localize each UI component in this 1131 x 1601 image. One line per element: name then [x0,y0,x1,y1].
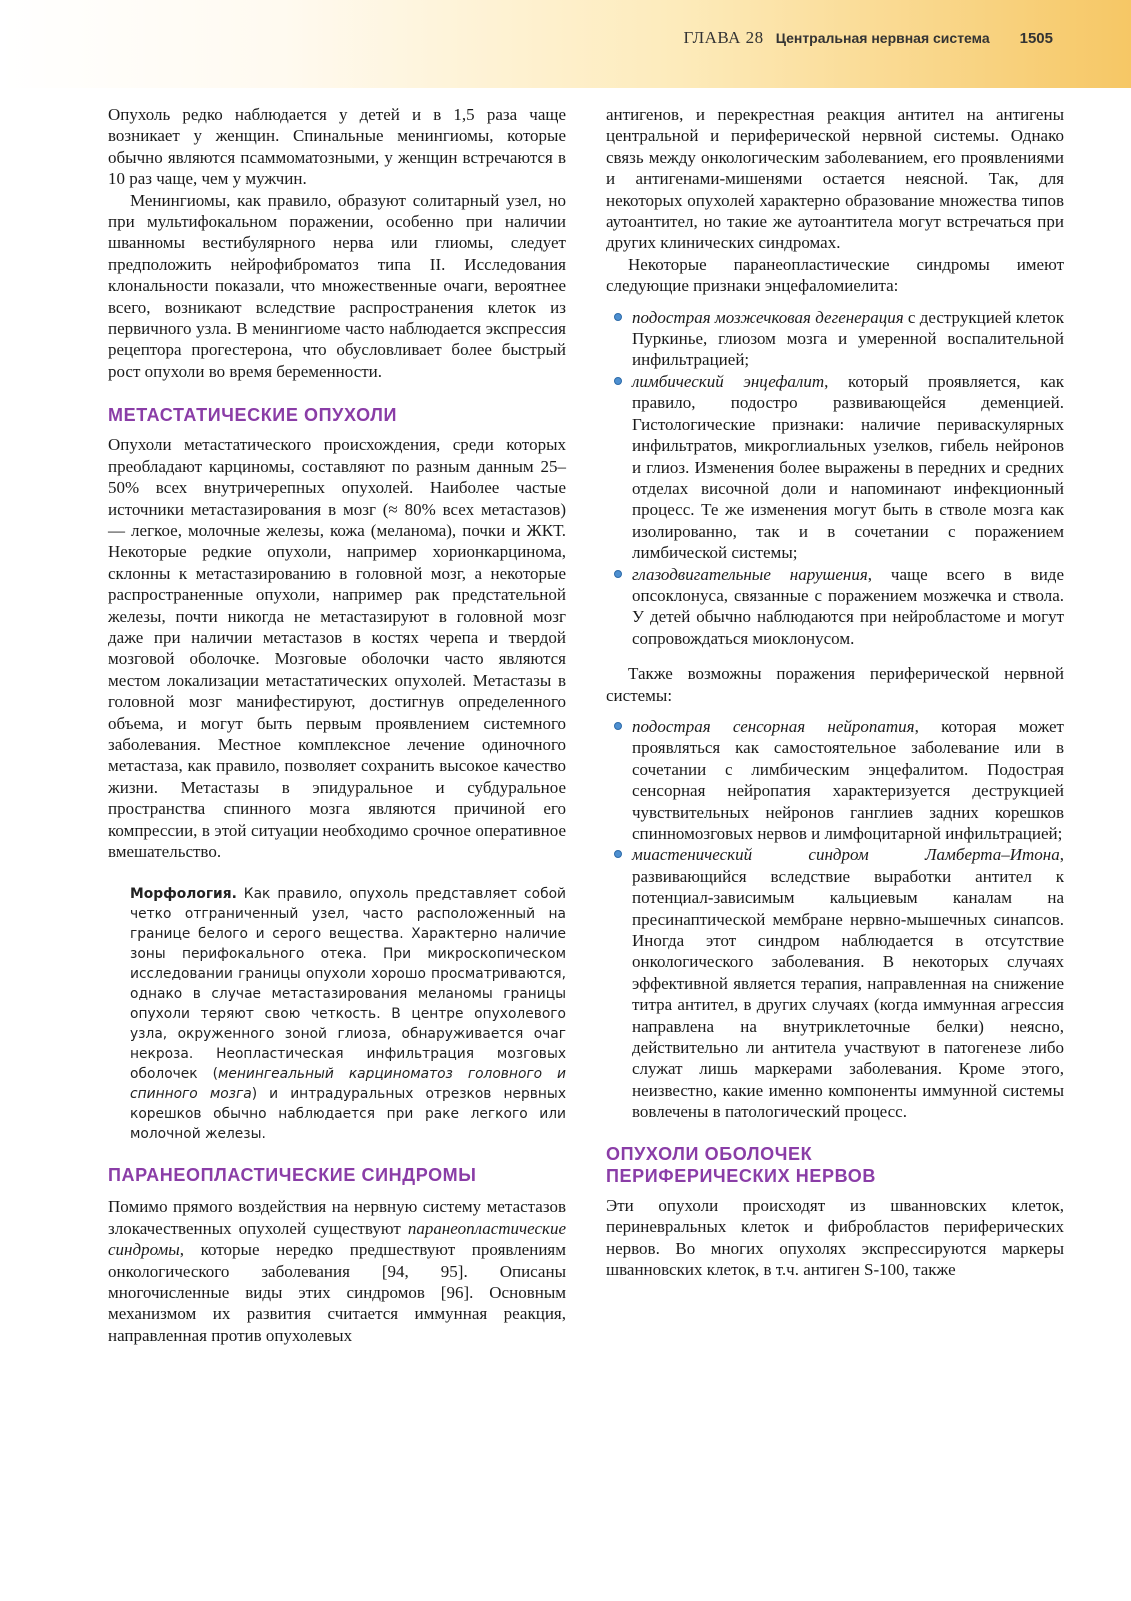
morphology-text: ) и интрадуральных отрезков нервных корешков обычно наблюдается при раке легкого или молочной железы. [130,1086,566,1143]
list-term: подострая сенсорная нейропатия [632,716,915,736]
paragraph: Опухоль редко наблюдается у детей и в 1,5 раза чаще возникает у женщин. Спинальные менингиомы, которые обычно являются псаммоматозными, у женщин встречаются в 10 раз чаще, чем у мужчин. [108,105,566,189]
encephalomyelitis-list [606,307,1064,650]
chapter-label: ГЛАВА 28 [683,28,764,47]
left-column [108,104,566,1346]
list-term: миастенический синдром Ламберта–Итона [632,845,1060,865]
list-text: , развивающийся вследствие выработки антител к потенциал-зависимым кальциевым каналам на пресинаптической мембране нервно-мышечных синапсов. Иногда этот синдром наблюдается в отсутствие онкологического заболевания. В некоторых случаях эффективной является терапия, направленная на снижение титра антител, в других случаях (когда иммунная агрессия направлена на внутриклеточные белки) неясно, действительно ли антитела участвуют в патогенезе либо служат лишь маркерами заболевания. Кроме этого, неизвестно, какие именно компоненты иммунной системы вовлечены в патологический процесс. [632,845,1064,1122]
paragraph: Некоторые паранеопластические синдромы имеют следующие признаки энцефаломиелита: [606,254,1064,296]
right-column [606,104,1064,1280]
heading-line: ОПУХОЛИ ОБОЛОЧЕК [606,1143,813,1164]
morphology-text: Как правило, опухоль представляет собой четко отграниченный узел, часто расположенный на границе белого и серого вещества. Характерно наличие зоны перифокального отека. При микроскопическом исследовании границы опухоли хорошо просматриваются, однако в случае метастазирования меланомы границы опухоли теряют свою четкость. В центре опухолевого узла, окруженного зоной глиоза, обнаруживается очаг некроза. Неопластическая инфильтрация мозговых оболочек ( [130,886,566,1083]
morphology-term: менингеальный карциноматоз головного и спинного мозга [130,1066,566,1103]
paragraph-text: , которые нередко предшествуют проявлениям онкологического заболевания [94, 95]. Описаны многочисленные виды этих синдромов [96]. Основным механизмом их развития считается иммунная реакция, направленная против опухолевых [108,1240,566,1345]
section-heading-nerve-sheath [606,1143,1064,1187]
list-text: , который проявляется, как правило, подостро развивающейся деменцией. Гистологические признаки: наличие периваскулярных инфильтратов, микроглиальных узелков, гибель нейронов и глиоз. Изменения более выражены в передних и средних отделах височной доли и напоминают инфекционный процесс. Те же изменения могут быть в стволе мозга как изолированно, так и в сочетании с поражением лимбической системы; [632,371,1064,563]
list-item [606,307,1064,371]
list-text: , чаще всего в виде опсоклонуса, связанные с поражением мозжечка и ствола. У детей обычно наблюдаются при нейробластоме и могут сопровождаться миоклонусом. [632,564,1064,648]
morphology-box [130,884,566,1144]
running-header [684,28,1053,52]
list-item [606,564,1064,650]
list-text: , которая может проявляться как самостоятельное заболевание или в сочетании с лимбическим энцефалитом. Подострая сенсорная нейропатия характеризуется деструкцией чувствительных нейронов ганглиев задних корешков спинномозговых нервов и лимфоцитарной инфильтрацией; [632,716,1064,843]
peripheral-list [606,716,1064,1123]
list-item [606,371,1064,564]
list-term: глазодвигательные нарушения [632,564,868,584]
bullet-icon [614,570,622,578]
morphology-label: Морфология. [130,886,237,903]
paragraph: Менингиомы, как правило, образуют солитарный узел, но при мультифокальном поражении, особенно при наличии шванномы вестибулярного нерва или глиомы, следует предположить нейрофиброматоз типа II. Исследования клональности показали, что множественные очаги, вероятнее всего, возникают вследствие распространения клеток из первичного узла. В менингиоме часто наблюдается экспрессия рецептора прогестерона, что обусловливает более быстрый рост опухоли во время беременности. [108,190,566,381]
paragraph-term: паранеопластические синдромы [108,1218,566,1260]
list-item [606,716,1064,844]
list-term: подострая мозжечковая дегенерация [632,307,904,327]
chapter-title: Центральная нервная система [775,30,990,46]
paragraph: Эти опухоли происходят из шванновских клеток, периневральных клеток и фибробластов периферических нервов. Во многих опухолях экспрессируются маркеры шванновских клеток, в т.ч. антиген S-100, также [606,1195,1064,1279]
bullet-icon [614,850,622,858]
paragraph: Опухоли метастатического происхождения, среди которых преобладают карциномы, составляют по разным данным 25–50% всех внутричерепных опухолей. Наиболее частые источники метастазирования в мозг (≈ 80% всех метастазов) — легкое, молочные железы, кожа (меланома), почки и ЖКТ. Некоторые редкие опухоли, например хорионкарцинома, склонны к метастазированию в головной мозг, а некоторые распространенные опухоли, например рак предстательной железы, почти никогда не метастазируют в головной мозг даже при наличии метастазов в костях черепа и твердой мозговой оболочке. Мозговые оболочки часто являются местом локализации метастатических опухолей. Метастазы в головной мозг манифестируют, достигнув определенного объема, и могут быть первым проявлением системного заболевания. Местное комплексное лечение одиночного метастаза, как правило, позволяет сохранить высокое качество жизни. Метастазы в эпидуральное и субдуральное пространства спинного мозга являются причиной его компрессии, в этой ситуации необходимо срочное оперативное вмешательство. [108,435,566,861]
paragraph: Также возможны поражения периферической нервной системы: [606,664,1064,705]
section-heading-paraneoplastic: ПАРАНЕОПЛАСТИЧЕСКИЕ СИНДРОМЫ [108,1165,477,1186]
paragraph: антигенов, и перекрестная реакция антител на антигены центральной и периферической нервной системы. Однако связь между онкологическим заболеванием, его проявлениями и антигенами-мишенями остается неясной. Так, для некоторых опухолей характерно образование множества типов аутоантител, но такие же аутоантитела могут встречаться при других клинических синдромах. [606,105,1064,253]
paragraph [108,1196,566,1346]
bullet-icon [614,377,622,385]
section-heading-metastatic: МЕТАСТАТИЧЕСКИЕ ОПУХОЛИ [108,405,398,426]
list-text: с деструкцией клеток Пуркинье, глиозом мозга и умеренной воспалительной инфильтрацией; [632,307,1064,370]
heading-line: ПЕРИФЕРИЧЕСКИХ НЕРВОВ [606,1165,876,1186]
list-term: лимбический энцефалит [632,371,825,391]
page-number: 1505 [1019,30,1053,47]
bullet-icon [614,313,622,321]
paragraph-text: Помимо прямого воздействия на нервную систему метастазов злокачественных опухолей существуют [108,1197,566,1238]
list-item [606,844,1064,1122]
bullet-icon [614,722,622,730]
